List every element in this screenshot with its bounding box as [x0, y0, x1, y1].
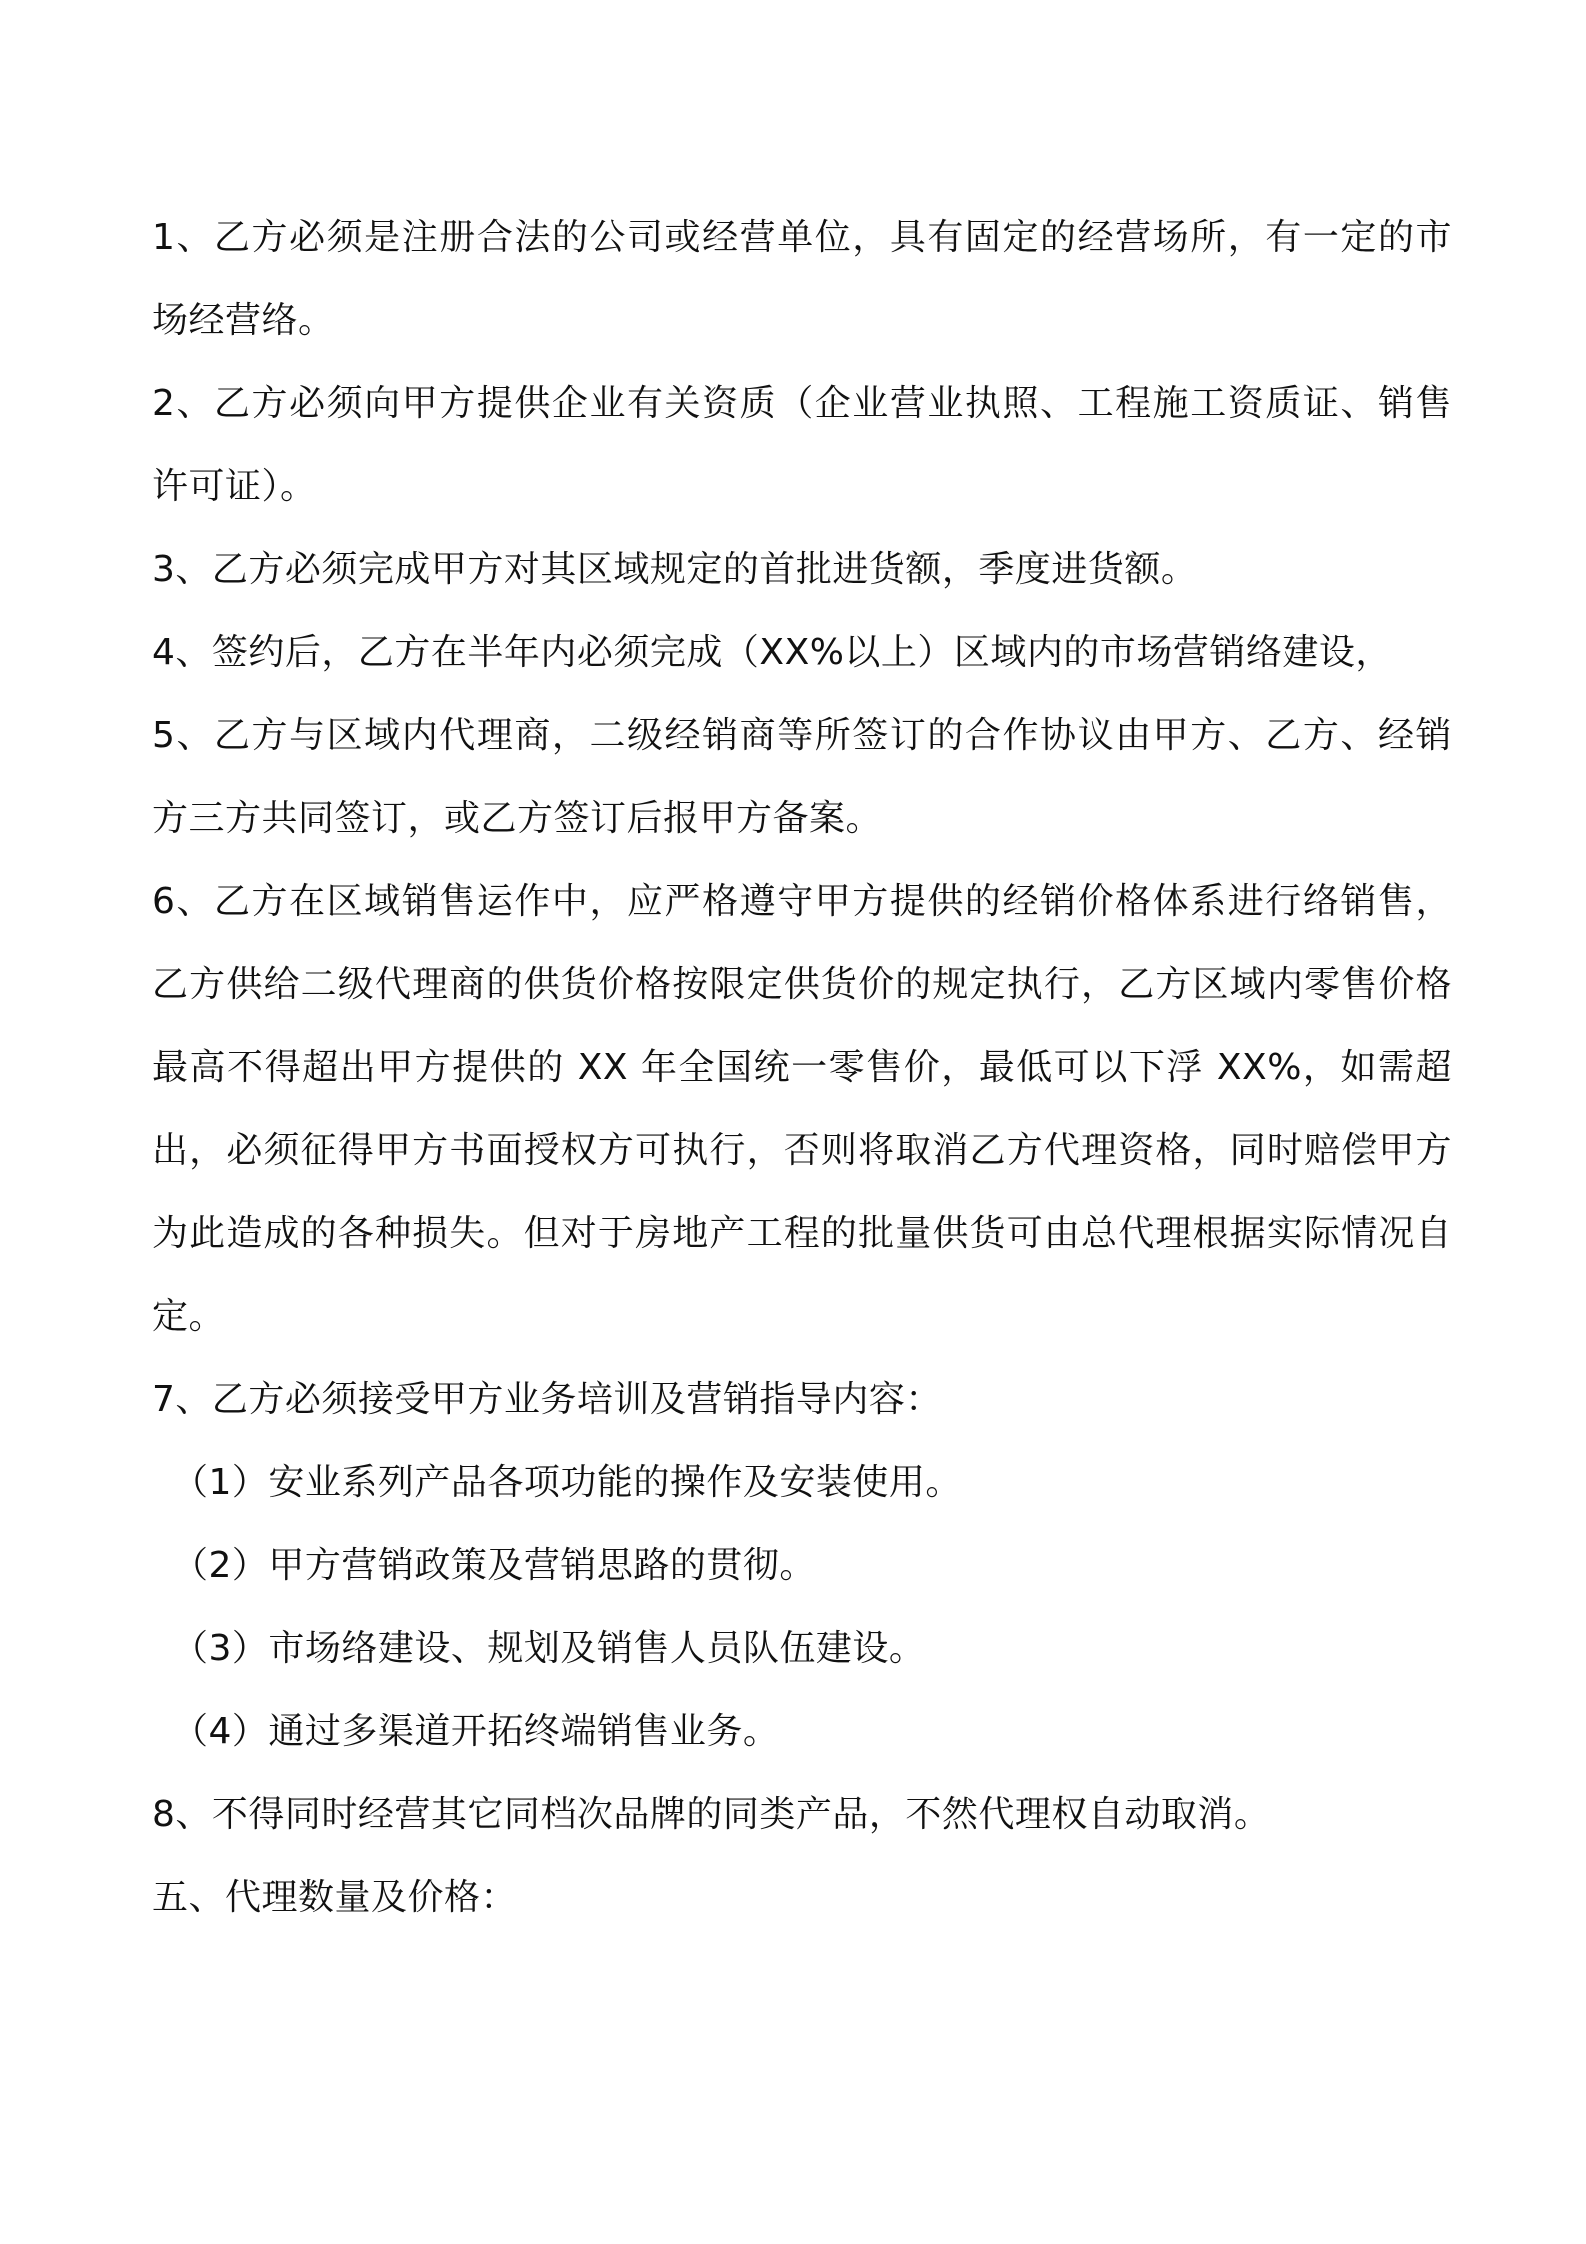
clause-7-item-2: （2）甲方营销政策及营销思路的贯彻。	[172, 1545, 816, 1586]
clause-1: 1、乙方必须是注册合法的公司或经营单位，具有固定的经营场所，有一定的市场经营络。	[152, 217, 1452, 341]
section-heading-5: 五、代理数量及价格：	[152, 1877, 518, 1918]
clause-6: 6、乙方在区域销售运作中，应严格遵守甲方提供的经销价格体系进行络销售，乙方供给二级代理商的供货价格按限定供货价的规定执行，乙方区域内零售价格最高不得超出甲方提供的 XX 年全国统一零售价，最低可以下浮 XX%，如需超出，必须征得甲方书面授权方可执行，否则将取消乙方代理资格，同时赔偿甲方为此造成的各种损失。但对于房地产工程的批量供货可由总代理根据实际情况自定。	[152, 881, 1452, 1337]
clause-4: 4、签约后，乙方在半年内必须完成（XX%以上）区域内的市场营销络建设，	[152, 632, 1392, 673]
clause-3: 3、乙方必须完成甲方对其区域规定的首批进货额，季度进货额。	[152, 549, 1198, 590]
clause-7: 7、乙方必须接受甲方业务培训及营销指导内容：	[152, 1379, 942, 1420]
clause-8: 8、不得同时经营其它同档次品牌的同类产品，不然代理权自动取消。	[152, 1794, 1271, 1835]
document-body	[152, 196, 1452, 1939]
clause-2: 2、乙方必须向甲方提供企业有关资质（企业营业执照、工程施工资质证、销售许可证）。	[152, 383, 1452, 507]
clause-7-item-4: （4）通过多渠道开拓终端销售业务。	[172, 1711, 780, 1752]
clause-5: 5、乙方与区域内代理商，二级经销商等所签订的合作协议由甲方、乙方、经销方三方共同签订，或乙方签订后报甲方备案。	[152, 715, 1452, 839]
clause-7-item-3: （3）市场络建设、规划及销售人员队伍建设。	[172, 1628, 926, 1669]
clause-7-item-1: （1）安业系列产品各项功能的操作及安装使用。	[172, 1462, 962, 1503]
